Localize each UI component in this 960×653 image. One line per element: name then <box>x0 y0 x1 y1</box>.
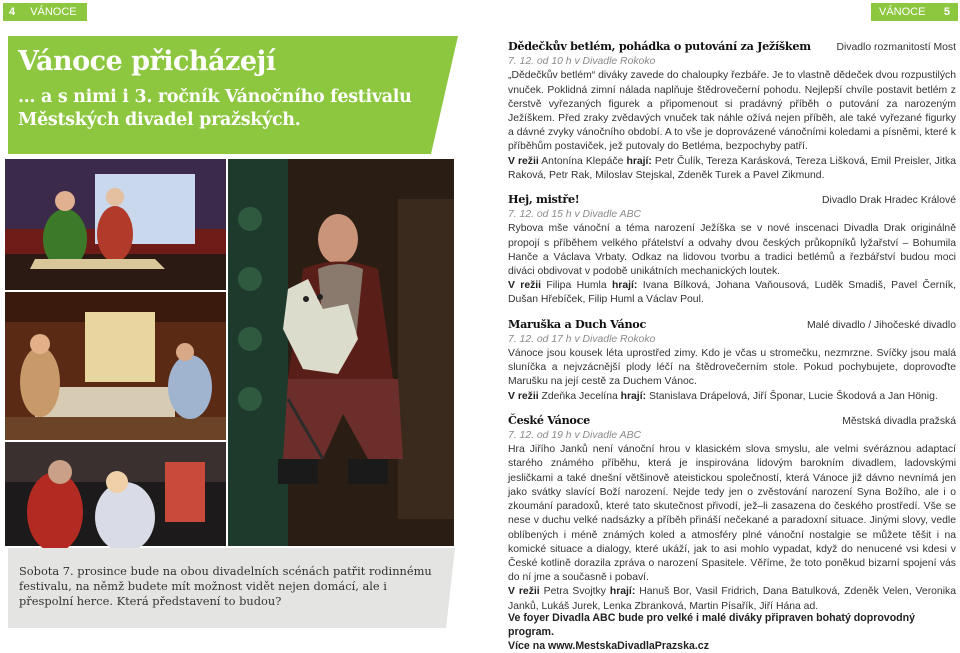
event-item <box>508 192 956 308</box>
footer-program-note: Ve foyer Divadla ABC bude pro velké i malé diváky připraven bohatý doprovodný program. <box>508 612 915 638</box>
page-title: Vánoce přicházejí <box>18 46 276 77</box>
page-number-right: 5 <box>943 6 950 18</box>
event-title: Maruška a Duch Vánoc <box>508 316 646 331</box>
event-venue: Divadlo rozmanitostí Most <box>836 42 956 53</box>
event-credits: V režii Antonína Klepáče hrají: Petr Čulík, Tereza Karásková, Tereza Lišková, Emil Preisler, Jitka Raková, Petr Rak, Miloslav Stejskal, Zdeněk Turek a Pavel Zikmund. <box>508 155 957 181</box>
event-description: „Dědečkův betlém“ diváky zavede do chaloupky řezbáře. Je to vlastně dědeček dvou rozpustilých vnuček. Poklidná zimní nálada naplňuje štědrovečerní pohodu. Nejlepší chvíle postavit betlém z čerstvě vyřezaných figurek a připomenout si pradávný příběh o putování za narozeným Ježíškem. Před zraky zvědavých vnuček tak náhle ožívá nejen příběh, ale také vyřezané figurky a dávné zvyky vánočního období. A to vše je doprovázené vánočními koledami a písněmi, které k příběhům postaviček, jež putovaly do Betléma, bezpochyby patří. <box>508 70 956 153</box>
event-date: 7. 12. od 19 h v Divadle ABC <box>508 430 642 442</box>
header-tab-right <box>871 3 958 21</box>
event-venue: Divadlo Drak Hradec Králové <box>822 195 956 207</box>
event-date: 7. 12. od 15 h v Divadle ABC <box>508 209 642 221</box>
event-item <box>508 39 956 183</box>
event-date: 7. 12. od 10 h v Divadle Rokoko <box>508 56 656 68</box>
event-item <box>508 413 956 614</box>
event-title: Dědečkův betlém, pohádka o putování za Ježíškem <box>508 39 811 53</box>
footer-website[interactable]: Více na www.MestskaDivadlaPrazska.cz <box>508 640 709 652</box>
event-description: Rybova mše vánoční a téma narození Ježíška se v nové inscenaci Divadla Drak originálně propojí s příběhem velkého přátelství a odvahy dvou českých průkopníků lyžařství – Bohumila Hanče a Václava Vrbaty. Odkaz na lidovou tvorbu a tradici betlémů a řezbářství budou moci diváci obdivovat v podobě unikátních mechanických loutek. <box>508 223 956 278</box>
photo-performance-angel <box>5 442 226 546</box>
page-number-left: 4 <box>9 6 16 18</box>
event-venue: Malé divadlo / Jihočeské divadlo <box>806 319 956 331</box>
event-title: Hej, mistře! <box>508 192 580 207</box>
event-description: Hra Jiřího Janků není vánoční hrou v klasickém slova smyslu, ale velmi svéráznou adaptací starého známého příběhu, která je inspirována lidovým barokním divadlem, ladovskými jesličkami a také dnešní většinově ateistickou společností, která Vánoce již dávno nevnímá jen jako svátky slavící Boží narození. Nejde tedy jen o zvěstování narození Syna Božího, ale i o zkoumání paradoxů, které tato skutečnost přivodí, jež–li zasazena do českého prostředí. Vše se nese v duchu velké nadsázky a příběh přináší nečekané a paradoxní situace. Jinými slovy, vedle oblíbených i méně známých koled a atmosféry plné vánoční nostalgie se můžete těšit i na komické situace a dialogy, které ukáží, jak to asi mohlo vypadat, když do nenucené vsi kdesi v České kotlině dorazila zpráva o narození Spasitele. Věříme, že toto ponĕkud bizarní spojení vás do ní jme a současně i pobaví. <box>508 444 956 584</box>
event-credits: V režii Petra Svojtky hrají: Hanuš Bor, Vasil Fridrich, Dana Batulková, Zdeněk Velen, Veronika Janků, Lukáš Jurek, Lenka Zbranková, Martin Písařík, Jiří Hána ad. <box>508 586 956 612</box>
section-label-left: VÁNOCE <box>30 6 77 18</box>
event-credits: V režii Filipa Humla hrají: Ivana Bílková, Johana Vaňousová, Luděk Smadiš, Pavel Černík, Dušan Hřebíček, Filip Huml a Václav Poul. <box>508 280 956 306</box>
event-item <box>508 317 956 404</box>
photo-performance-sled <box>5 159 226 290</box>
section-label-right: VÁNOCE <box>879 6 926 18</box>
page-subtitle: … a s nimi i 3. ročník Vánočního festivalu Městských divadel pražských. <box>18 87 412 130</box>
event-title: České Vánoce <box>508 412 590 427</box>
photo-performance-nativity <box>5 292 226 440</box>
event-venue: Městská divadla pražská <box>842 415 956 427</box>
photo-actor-with-cat <box>228 159 454 546</box>
event-date: 7. 12. od 17 h v Divadle Rokoko <box>508 333 656 345</box>
events-column <box>508 39 956 623</box>
event-credits: V režii Zdeňka Jecelína hrají: Stanislava Drápelová, Jiří Šponar, Lucie Škodová a Jan Hönig. <box>508 390 938 402</box>
footer-info <box>508 611 956 653</box>
event-description: Vánoce jsou kousek léta uprostřed zimy. Kdo je včas u stromečku, nezmrzne. Svíčky jsou malá sluníčka a nejvzácnější plody léčí na štědrovečerním stole. Pokud pochybujete, doprovoďte Marušku na její cestě za Duchem Vánoc. <box>508 348 956 388</box>
header-tab-left <box>3 3 87 21</box>
intro-note-text: Sobota 7. prosince bude na obou divadelních scénách patřit rodinnému festivalu, na němž budete mít možnost vidět nejen domácí, ale i přespolní herce. Která představení to budou? <box>19 564 432 608</box>
